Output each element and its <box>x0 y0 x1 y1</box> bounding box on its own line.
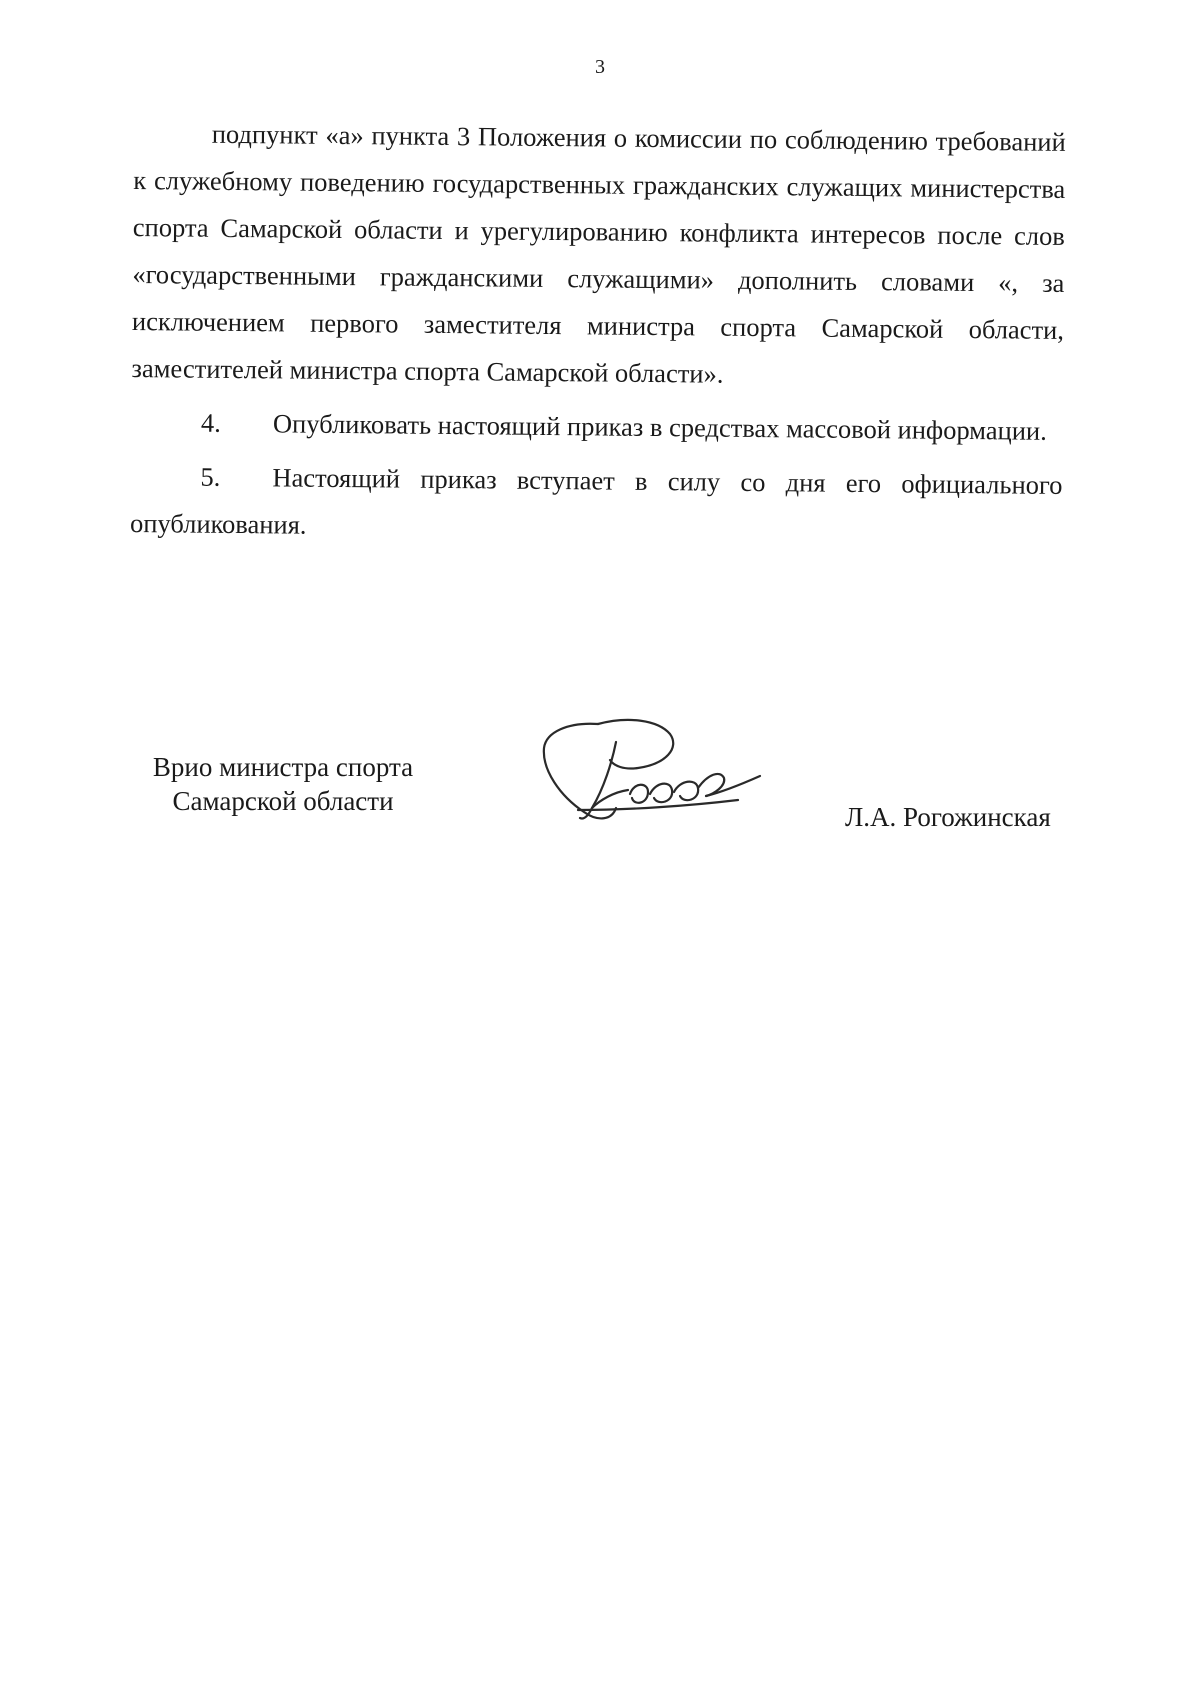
signer-position-line-2: Самарской области <box>172 786 394 816</box>
signer-position-line-1: Врио министра спорта <box>152 752 414 782</box>
paragraph-subpoint-a: подпункт «а» пункта 3 Положения о комиссии по соблюдению требований к служебному поведению государственных гражданских служащих министерства спорта Самарской области и урегулированию конфликта интересов после слов «государственными гражданскими служащими» дополнить словами «, за исключением первого заместителя министра спорта Самарской области, заместителей министра спорта Самарской области». <box>131 118 1066 389</box>
signer-name: Л.А. Рогожинская <box>845 802 1051 832</box>
paragraph-5-number: 5. <box>200 461 221 492</box>
page-number: 3 <box>595 56 605 78</box>
paragraph-4-number: 4. <box>200 407 222 438</box>
paragraph-5 <box>130 453 1063 556</box>
document-body <box>130 110 1066 563</box>
handwritten-signature-icon <box>538 712 778 832</box>
paragraph-5-text: Настоящий приказ вступает в силу со дня его официального опубликования. <box>129 462 1063 540</box>
paragraph-4 <box>131 399 1063 455</box>
paragraph-4-text: Опубликовать настоящий приказ в средствах массовой информации. <box>272 408 1047 446</box>
signer-position <box>138 750 428 818</box>
